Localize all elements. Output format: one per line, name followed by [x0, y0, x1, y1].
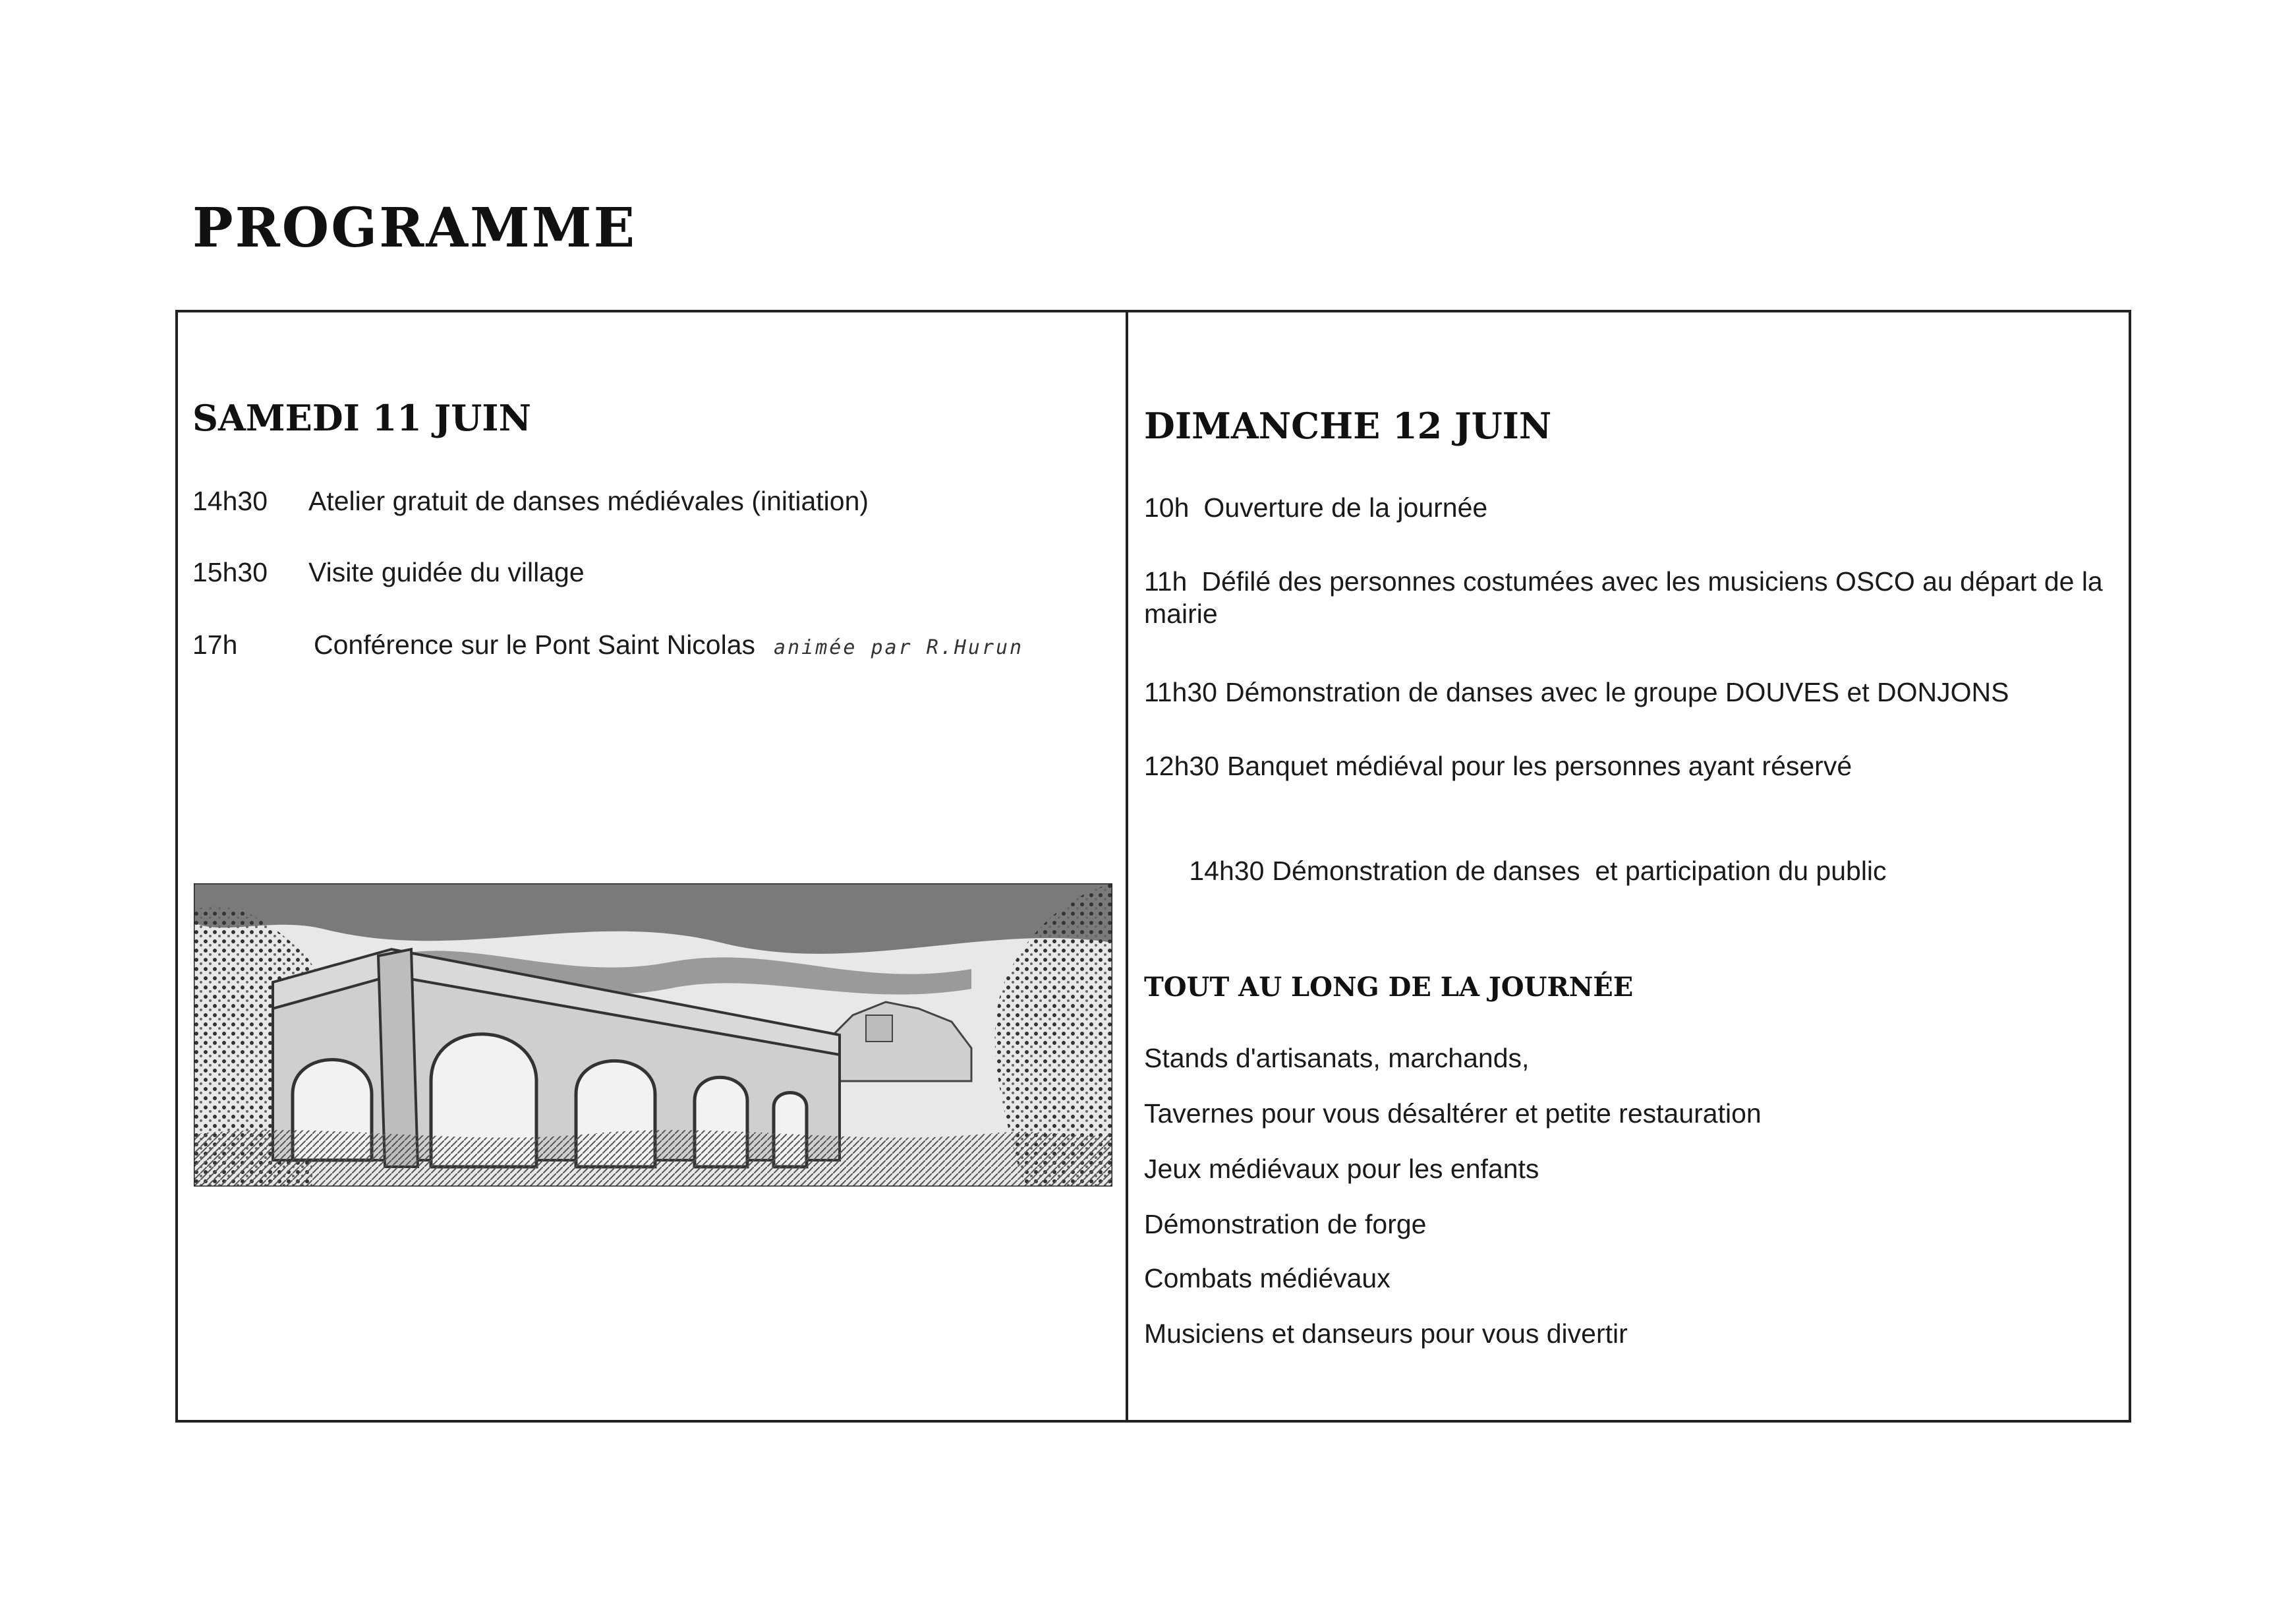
all-day-item: Jeux médiévaux pour les enfants: [1144, 1154, 1539, 1184]
sunday-heading: DIMANCHE 12 JUIN: [1144, 405, 1552, 447]
all-day-item: Combats médiévaux: [1144, 1263, 1391, 1293]
sunday-column: [1144, 312, 2119, 1420]
item-text: Ouverture de la journée: [1203, 492, 1488, 523]
column-divider: [1126, 312, 1128, 1420]
all-day-item: Tavernes pour vous désaltérer et petite restauration: [1144, 1098, 1762, 1129]
sunday-item-5: [1144, 823, 1887, 920]
saturday-heading: SAMEDI 11 JUIN: [192, 397, 531, 439]
item-time: 14h30: [192, 486, 268, 516]
saturday-item-1: [192, 485, 869, 517]
saturday-item-2: [192, 556, 585, 589]
item-time: 15h30: [192, 557, 268, 587]
item-text: Défilé des personnes costumées avec les musiciens OSCO au départ de la mairie: [1144, 566, 2103, 630]
item-time: 11h: [1144, 566, 1188, 597]
all-day-item: Musiciens et danseurs pour vous divertir: [1144, 1318, 1628, 1349]
stone-bridge-illustration: [194, 883, 1112, 1187]
item-time: 14h30: [1189, 856, 1265, 887]
item-text: Démonstration de danses et participation du public: [1272, 856, 1887, 887]
item-text: Démonstration de danses avec le groupe DOUVES et DONJONS: [1224, 677, 2009, 707]
item-text: Atelier gratuit de danses médiévales (initiation): [308, 486, 869, 516]
item-text: Banquet médiéval pour les personnes ayant réservé: [1227, 751, 1852, 781]
all-day-item: Stands d'artisanats, marchands,: [1144, 1043, 1530, 1073]
item-text: Conférence sur le Pont Saint Nicolas: [314, 630, 756, 660]
sunday-item-1: [1144, 492, 1487, 524]
page-title: PROGRAMME: [192, 196, 637, 260]
item-time: 17h: [192, 630, 238, 660]
item-time: 11h30: [1144, 677, 1217, 707]
item-text: Visite guidée du village: [308, 557, 585, 587]
sunday-item-2: [1144, 566, 2119, 630]
sunday-item-4: [1144, 750, 1852, 782]
saturday-column: [192, 312, 1115, 1420]
handwritten-annotation: animée par R.Hurun: [774, 636, 1024, 659]
item-time: 10h: [1144, 492, 1190, 523]
saturday-item-3: [192, 629, 1023, 661]
all-day-heading: TOUT AU LONG DE LA JOURNÉE: [1144, 972, 1634, 1003]
sunday-item-3: [1144, 676, 2009, 709]
item-time: 12h30: [1144, 751, 1220, 781]
programme-table: [175, 310, 2131, 1423]
all-day-item: Démonstration de forge: [1144, 1209, 1427, 1239]
